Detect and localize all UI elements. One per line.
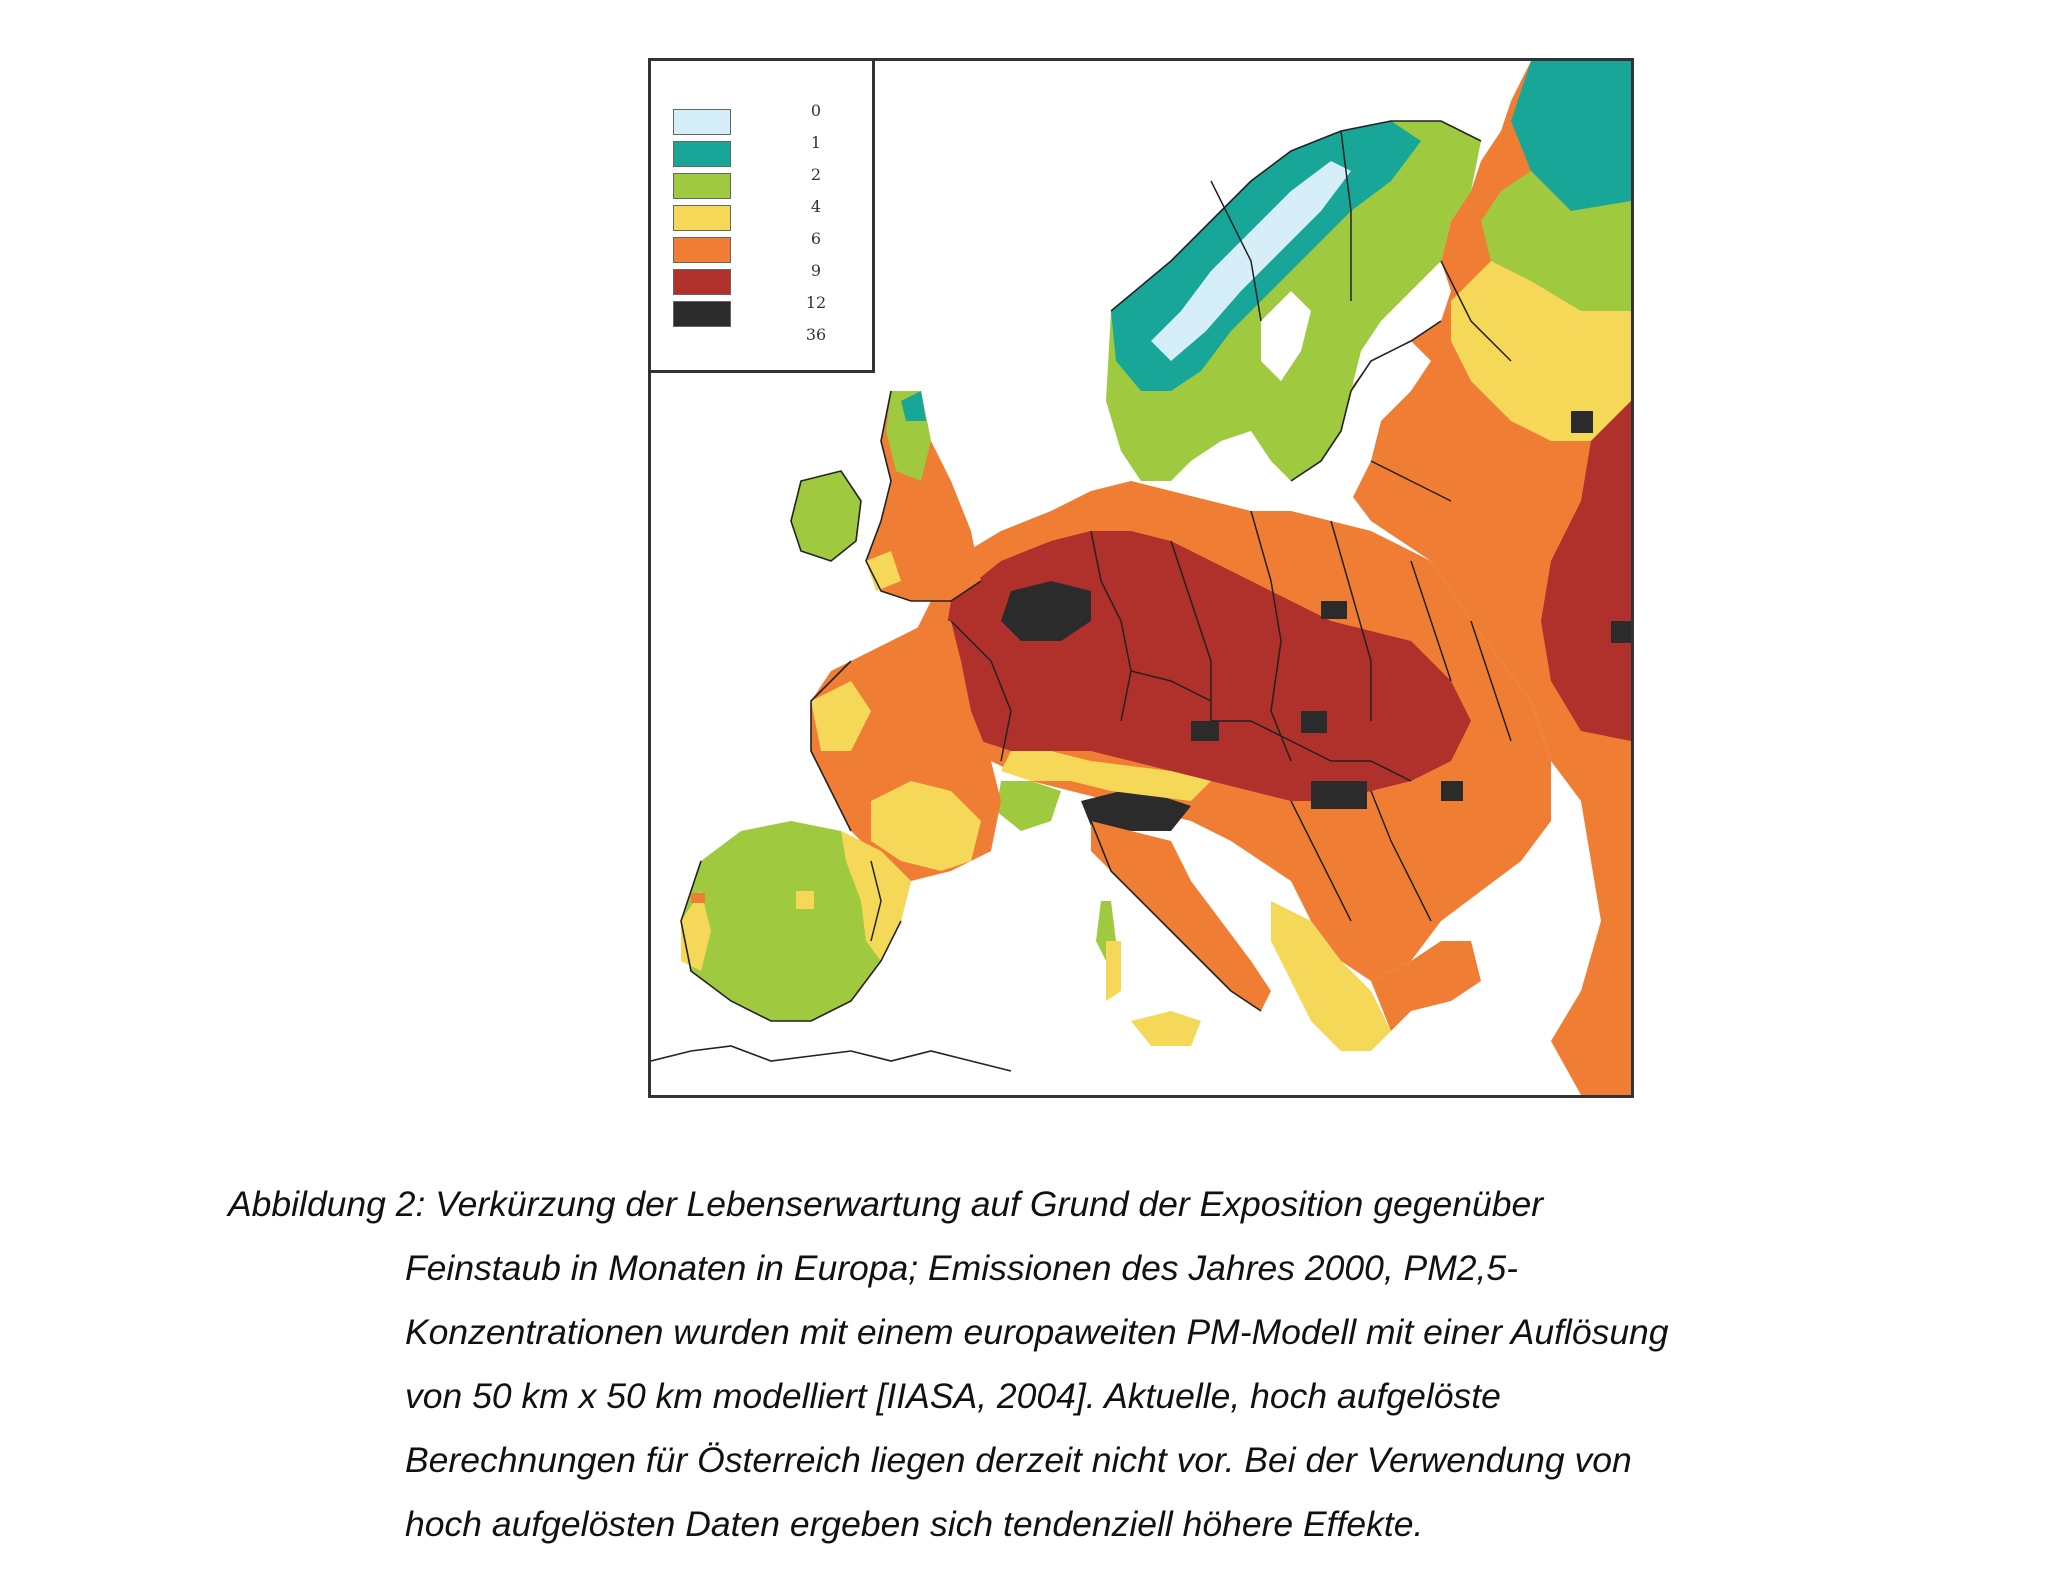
legend-value: 0: [810, 101, 822, 120]
legend-value: 4: [810, 197, 822, 216]
british-isles: [791, 391, 981, 601]
legend-swatch-3: [673, 205, 731, 231]
caption-line: Konzentrationen wurden mit einem europaweiten PM-Modell mit einer Auflösung: [405, 1312, 1669, 1352]
legend-swatch-5: [673, 269, 731, 295]
legend-value: 1: [810, 133, 822, 152]
legend-value: 12: [805, 293, 827, 312]
figure-caption: [228, 1172, 2018, 1556]
caption-line: Berechnungen für Österreich liegen derzeit nicht vor. Bei der Verwendung von: [405, 1440, 1632, 1480]
legend-swatch-0: [673, 109, 731, 135]
caption-line: von 50 km x 50 km modelliert [IIASA, 2004]. Aktuelle, hoch aufgelöste: [405, 1376, 1501, 1416]
map-legend: [651, 61, 875, 373]
legend-swatch-1: [673, 141, 731, 167]
caption-line: Feinstaub in Monaten in Europa; Emissionen des Jahres 2000, PM2,5-: [405, 1248, 1518, 1288]
italy: [1091, 821, 1271, 1046]
legend-value: 2: [810, 165, 822, 184]
legend-value: 36: [805, 325, 827, 344]
legend-value: 9: [810, 261, 822, 280]
caption-line: Abbildung 2: Verkürzung der Lebenserwartung auf Grund der Exposition gegenüber: [228, 1184, 1544, 1224]
legend-swatch-6: [673, 301, 731, 327]
caption-line: hoch aufgelösten Daten ergeben sich tendenziell höhere Effekte.: [405, 1504, 1424, 1544]
legend-value: 6: [810, 229, 822, 248]
legend-swatch-4: [673, 237, 731, 263]
legend-swatch-2: [673, 173, 731, 199]
map-figure: [648, 58, 1634, 1098]
